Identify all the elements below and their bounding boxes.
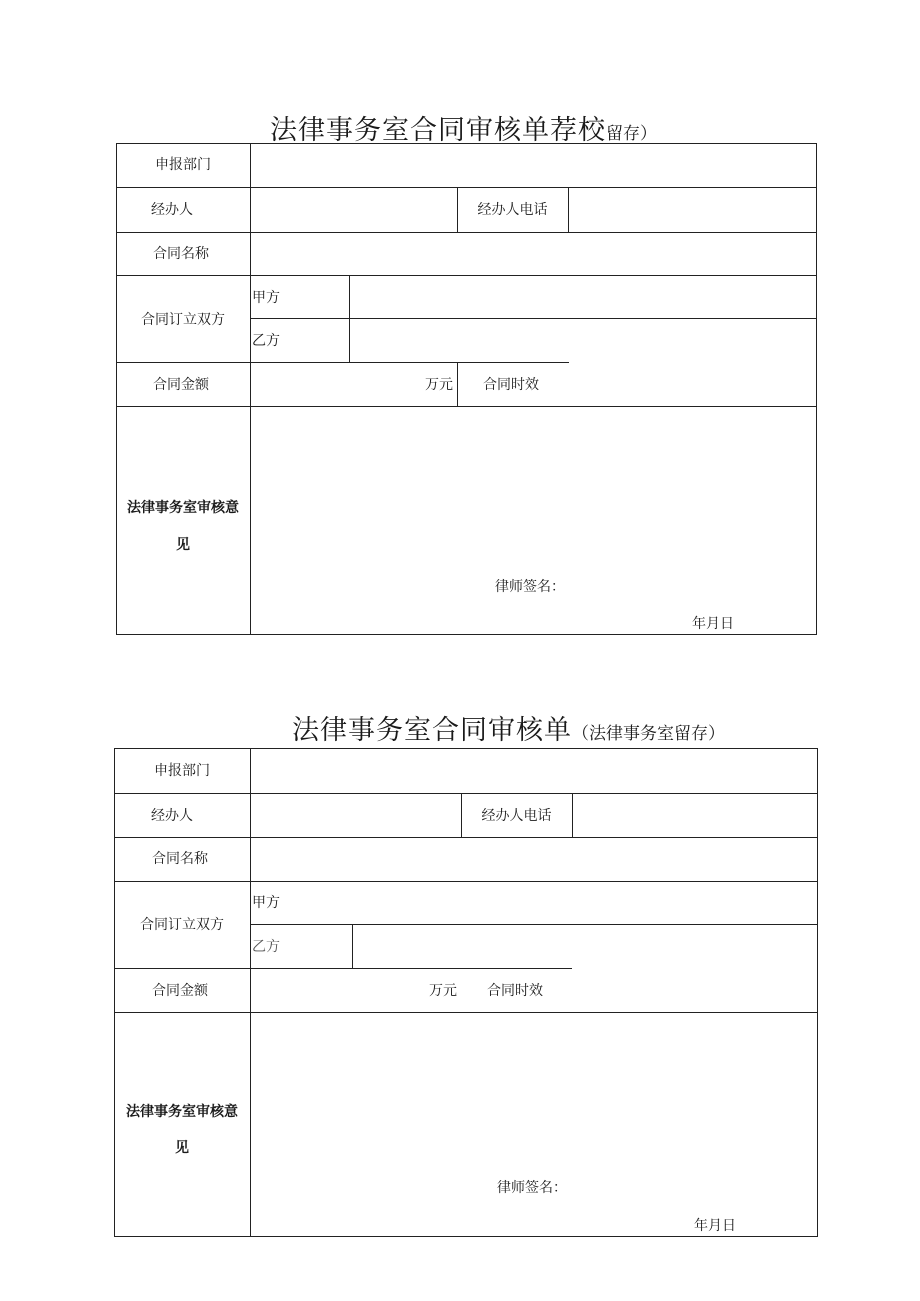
column-divider: [250, 748, 251, 1237]
label-handler-phone: 经办人电话: [477, 202, 548, 218]
form-title-suffix: 留存）: [606, 124, 657, 144]
label-handler-phone: 经办人电话: [481, 808, 552, 824]
label-handler: 经办人: [151, 202, 193, 218]
row-divider: [114, 793, 818, 794]
label-lawyer-signature: 律师签名：: [497, 1180, 567, 1196]
label-party-a: 甲方: [252, 290, 280, 306]
label-validity: 合同时效: [483, 377, 539, 393]
form-title-main: 法律事务室合同审核单荐校: [270, 115, 606, 146]
label-amount-unit: 万元: [425, 377, 453, 393]
label-date: 年月日: [692, 616, 734, 632]
label-department: 申报部门: [154, 763, 210, 779]
label-amount: 合同金额: [152, 983, 208, 999]
label-contract-name: 合同名称: [152, 851, 208, 867]
label-validity: 合同时效: [487, 983, 543, 999]
label-party-b: 乙方: [252, 939, 280, 955]
form-title: [292, 708, 725, 747]
form-title-main: 法律事务室合同审核单: [292, 715, 572, 746]
column-divider: [572, 793, 573, 837]
label-handler: 经办人: [151, 808, 193, 824]
label-party-a: 甲方: [252, 895, 280, 911]
label-parties: 合同订立双方: [141, 312, 225, 328]
label-opinion-line2: 见: [176, 537, 190, 553]
label-party-b: 乙方: [252, 333, 280, 349]
label-opinion-line1: 法律事务室审核意: [126, 1104, 238, 1120]
column-divider: [352, 924, 353, 968]
row-divider: [114, 968, 572, 969]
label-opinion-line1: 法律事务室审核意: [127, 500, 239, 516]
row-divider: [114, 837, 818, 838]
row-divider: [114, 881, 818, 882]
label-parties: 合同订立双方: [140, 917, 224, 933]
label-opinion-line2: 见: [175, 1140, 189, 1156]
row-divider: [250, 924, 818, 925]
label-department: 申报部门: [155, 157, 211, 173]
row-divider: [114, 1012, 818, 1013]
label-contract-name: 合同名称: [153, 246, 209, 262]
label-lawyer-signature: 律师签名：: [495, 579, 565, 595]
label-date: 年月日: [694, 1218, 736, 1234]
form-title-suffix: （法律事务室留存）: [572, 724, 725, 744]
label-amount: 合同金额: [153, 377, 209, 393]
label-amount-unit: 万元: [429, 983, 457, 999]
